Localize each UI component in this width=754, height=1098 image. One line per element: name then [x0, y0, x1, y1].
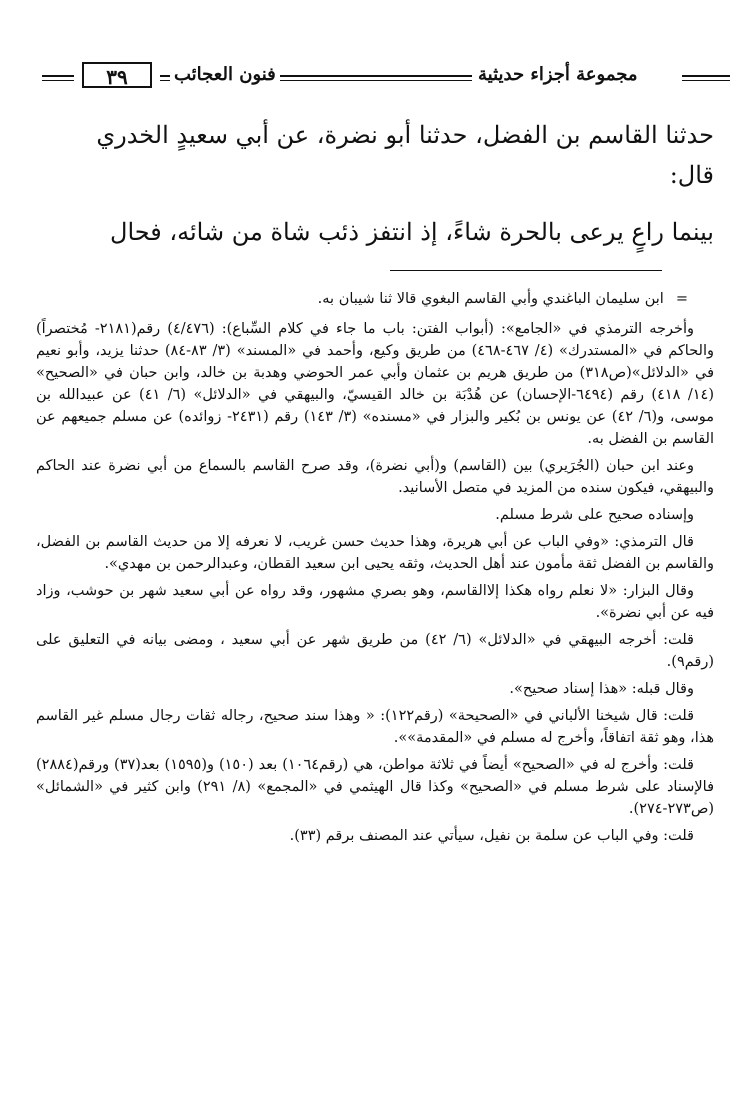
- footnote-paragraph: وأخرجه الترمذي في «الجامع»: (أبواب الفتن: باب ما جاء في كلام السِّباع): (٤/٤٧٦) رقم(٢١٨١- مُختصراً) والحاكم في «المستدرك» (٤/ ٤٦٧-٤٦٨) من طريق وكيع، وأحمد في «المسند» (٣/ ٨٣-٨٤) حدثنا يزيد، وأبو نعيم في «الدلائل»(ص٣١٨) من طريق هريم بن عثمان وأبي عمر الحوضي وهدبة بن خالد، وابن حبان في «الصحيح» (١٤/ ٤١٨) رقم (٦٤٩٤-الإحسان) عن هُدْبَة بن خالد القيسيّ، والبيهقي في «الدلائل» (٦/ ٤١) عن عبيدالله بن موسى، و(٦/ ٤٢) عن يونس بن بُكير والبزار في «مسنده» (٣/ ١٤٣) رقم (٢٤٣١- زوائده) عن مسلم جميعهم عن القاسم بن الفضل به.: [36, 321, 715, 447]
- hadith-line: حدثنا القاسم بن الفضل، حدثنا أبو نضرة، عن أبي سعيدٍ الخدري: [96, 121, 714, 149]
- header-series-title: مجموعة أجزاء حديثية: [478, 64, 638, 85]
- footnote-continuation: [36, 288, 714, 310]
- running-header: [42, 62, 730, 96]
- hadith-text: [39, 115, 714, 195]
- footnote-divider: [390, 270, 662, 271]
- footnotes: [36, 288, 714, 852]
- header-rule-middle: [280, 75, 472, 81]
- footnote-paragraph: وقال البزار: «لا نعلم رواه هكذا إلاالقاسم، وهو بصري مشهور، وقد رواه عن أبي سعيد شهر بن حوشب، وزاد فيه عن أبي نضرة».: [36, 583, 714, 621]
- footnote-text: ابن سليمان الباغندي وأبي القاسم البغوي قالا ثنا شيبان به.: [317, 291, 664, 307]
- hadith-line: بينما راعٍ يرعى بالحرة شاءً، إذ انتفز ذئب شاة من شائه، فحال: [110, 218, 714, 246]
- footnote-paragraph: قلت: أخرجه البيهقي في «الدلائل» (٦/ ٤٢) من طريق شهر عن أبي سعيد ، ومضى بيانه في التعليق على (رقم٩).: [36, 632, 714, 670]
- hadith-line: قال:: [669, 161, 714, 189]
- page-number: ٣٩: [82, 62, 152, 88]
- footnote-paragraph: قلت: وفي الباب عن سلمة بن نفيل، سيأتي عند المصنف برقم (٣٣).: [289, 828, 694, 844]
- footnote-paragraph: قلت: قال شيخنا الألباني في «الصحيحة» (رقم١٢٢): « وهذا سند صحيح، رجاله ثقات رجال مسلم غير القاسم هذا، وهو ثقة اتفاقاً، وأخرج له مسلم في «المقدمة»».: [36, 708, 714, 746]
- footnote-paragraph: وعند ابن حبان (الجُرَيري) بين (القاسم) و(أبي نضرة)، وقد صرح القاسم بالسماع من أبي نضرة عند الحاكم والبيهقي، فيكون سنده من المزيد في متصل الأسانيد.: [36, 458, 714, 496]
- hadith-text-continued: [39, 212, 714, 252]
- header-rule-left: [42, 75, 74, 81]
- footnote-paragraph: قلت: وأخرج له في «الصحيح» أيضاً في ثلاثة مواطن، هي (رقم١٠٦٤) بعد (١٥٠) و(١٥٩٥) بعد(٣٧) ورقم(٢٨٨٤) فالإسناد على شرط مسلم في «الصحيح» وكذا قال الهيثمي في «المجمع» (٨/ ٢٩١) وابن كثير في «الشمائل» (ص٢٧٣-٢٧٤).: [36, 757, 714, 817]
- header-rule-short: [160, 75, 170, 81]
- header-book-title: فنون العجائب: [174, 64, 276, 85]
- footnote-paragraph: وقال قبله: «هذا إسناد صحيح».: [509, 681, 694, 697]
- footnote-paragraph: قال الترمذي: «وفي الباب عن أبي هريرة، وهذا حديث حسن غريب، لا نعرفه إلا من حديث القاسم بن الفضل، والقاسم بن الفضل ثقة مأمون عند أهل الحديث، وثقه يحيى ابن سعيد القطان، وعبدالرحمن بن مهدي».: [36, 534, 714, 572]
- continuation-marker: =: [675, 291, 688, 307]
- header-rule-right: [682, 75, 730, 81]
- footnote-paragraph: وإسناده صحيح على شرط مسلم.: [495, 507, 694, 523]
